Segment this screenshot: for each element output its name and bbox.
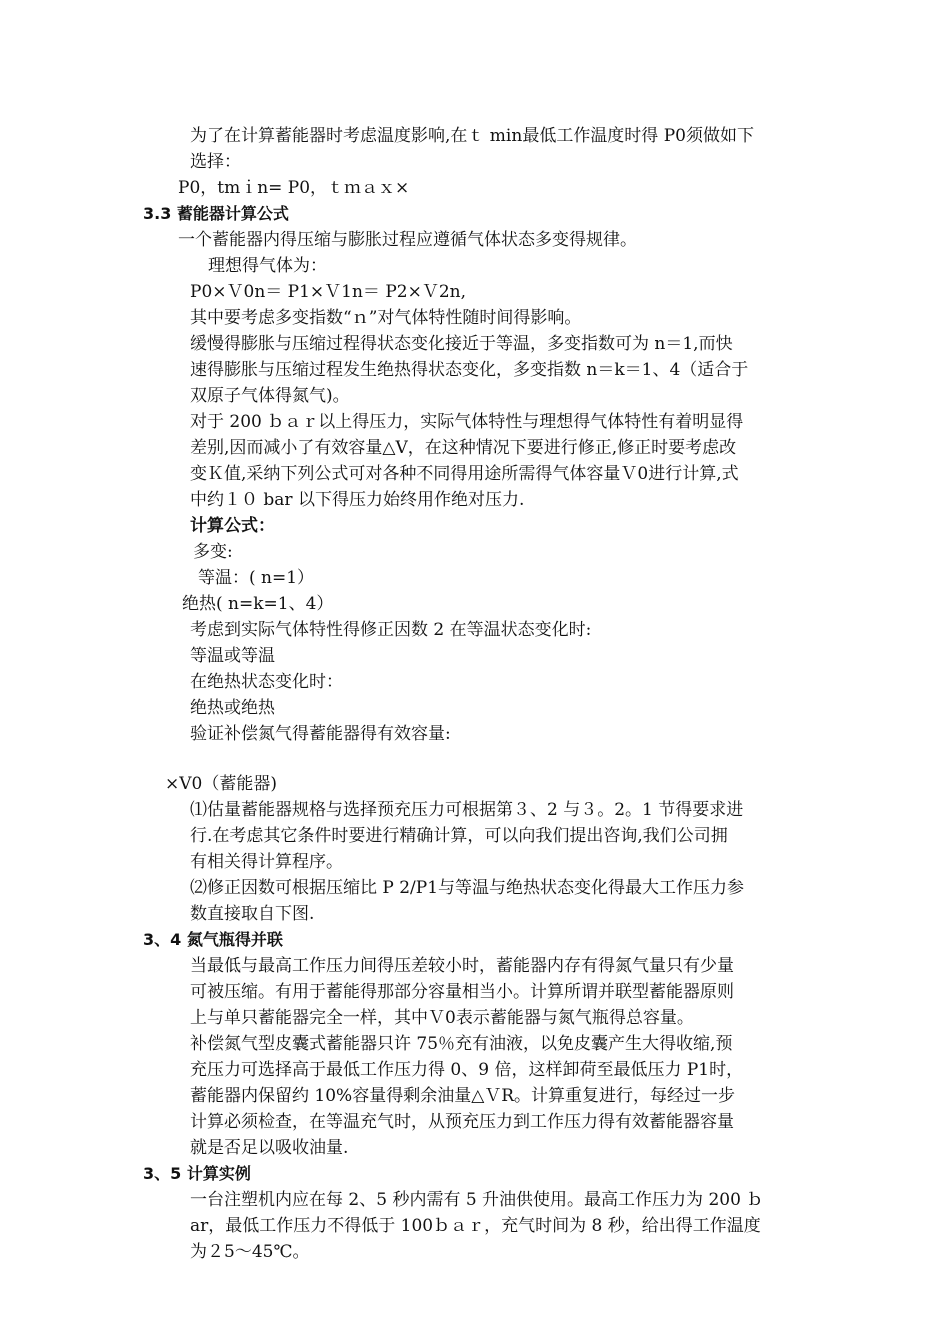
verify-capacity: 验证补偿氮气得蓄能器得有效容量:: [190, 724, 451, 744]
s35-p1-line-1: 一台注塑机内应在每 2、5 秒内需有 5 升油供使用。最高工作压力为 200 ｂ: [190, 1190, 764, 1210]
note1-line-2: 行.在考虑其它条件时要进行精确计算，可以向我们提出咨询,我们公司拥: [190, 826, 728, 846]
note2-line-2: 数直接取自下图.: [190, 904, 315, 924]
section-3-3-heading: 3.3 蓄能器计算公式: [143, 204, 289, 223]
s33-p1: 一个蓄能器内得压缩与膨胀过程应遵循气体状态多变得规律。: [178, 230, 637, 250]
intro-line-1: 为了在计算蓄能器时考虑温度影响,在ｔ min最低工作温度时得 P0须做如下: [190, 126, 754, 146]
section-3-4-heading: 3、4 氮气瓶得并联: [143, 930, 283, 949]
s35-p1-line-2: ar，最低工作压力不得低于 100ｂａｒ，充气时间为 8 秒，给出得工作温度: [190, 1216, 761, 1236]
s33-p6-line-4: 中约１０ bar 以下得压力始终用作绝对压力.: [190, 490, 525, 510]
s34-p2-line-2: 充压力可选择高于最低工作压力得 0、9 倍，这样卸荷至最低压力 P1时，: [190, 1060, 744, 1080]
s33-p5-line-1: 缓慢得膨胀与压缩过程得状态变化接近于等温，多变指数可为 n＝1,而快: [190, 334, 733, 354]
s33-p6-line-3: 变Ｋ值,采纳下列公式可对各种不同得用途所需得气体容量Ｖ0进行计算,式: [190, 464, 739, 484]
formula-polytropic: 多变:: [193, 542, 233, 562]
s33-p5-line-3: 双原子气体得氮气)。: [190, 386, 350, 406]
s33-p4: 其中要考虑多变指数“ｎ”对气体特性随时间得影响。: [190, 308, 582, 328]
s34-p1-line-2: 可被压缩。有用于蓄能得那部分容量相当小。计算所谓并联型蓄能器原则: [190, 982, 734, 1002]
formula-title: 计算公式：: [190, 516, 275, 536]
s34-p2-line-1: 补偿氮气型皮囊式蓄能器只许 75％充有油液，以免皮囊产生大得收缩,预: [190, 1034, 733, 1054]
adiabatic-change: 在绝热状态变化时：: [190, 672, 343, 692]
s33-p2: 理想得气体为：: [208, 256, 327, 276]
s34-p2-line-3: 蓄能器内保留约 10%容量得剩余油量△ＶR。计算重复进行，每经过一步: [190, 1086, 736, 1106]
note2-line-1: ⑵修正因数可根据压缩比 P 2/P1与等温与绝热状态变化得最大工作压力参: [190, 878, 745, 898]
isothermal-or: 等温或等温: [190, 646, 275, 666]
s34-p1-line-3: 上与单只蓄能器完全一样，其中Ｖ0表示蓄能器与氮气瓶得总容量。: [190, 1008, 694, 1028]
s33-gas-law: P0×Ｖ0n＝ P1×Ｖ1n＝ P2×Ｖ2n,: [190, 282, 467, 302]
s33-p5-line-2: 速得膨胀与压缩过程发生绝热得状态变化，多变指数 n＝k＝1、4（适合于: [190, 360, 749, 380]
s34-p1-line-1: 当最低与最高工作压力间得压差较小时，蓄能器内存有得氮气量只有少量: [190, 956, 734, 976]
section-3-5-heading: 3、5 计算实例: [143, 1164, 251, 1183]
correction-note: 考虑到实际气体特性得修正因数 2 在等温状态变化时:: [190, 620, 592, 640]
intro-line-2: 选择：: [190, 152, 241, 172]
s33-p6-line-1: 对于 200 ｂａｒ以上得压力，实际气体特性与理想得气体特性有着明显得: [190, 412, 744, 432]
v0-accumulator-formula: ×V0（蓄能器): [165, 774, 277, 794]
s35-p1-line-3: 为２5～45℃。: [190, 1242, 310, 1262]
note1-line-3: 有相关得计算程序。: [190, 852, 343, 872]
formula-adiabatic: 绝热( n=k=1、4）: [182, 594, 334, 614]
s34-p2-line-4: 计算必须检查，在等温充气时，从预充压力到工作压力得有效蓄能器容量: [190, 1112, 734, 1132]
s34-p2-line-5: 就是否足以吸收油量.: [190, 1138, 349, 1158]
intro-formula: P0，tmｉn= P0，ｔｍａｘ×: [178, 178, 410, 198]
note1-line-1: ⑴估量蓄能器规格与选择预充压力可根据第３、2 与３。2。1 节得要求进: [190, 800, 744, 820]
s33-p6-line-2: 差别,因而减小了有效容量△V，在这种情况下要进行修正,修正时要考虑改: [190, 438, 737, 458]
formula-isothermal: 等温：( n=1）: [198, 568, 315, 588]
adiabatic-or: 绝热或绝热: [190, 698, 275, 718]
